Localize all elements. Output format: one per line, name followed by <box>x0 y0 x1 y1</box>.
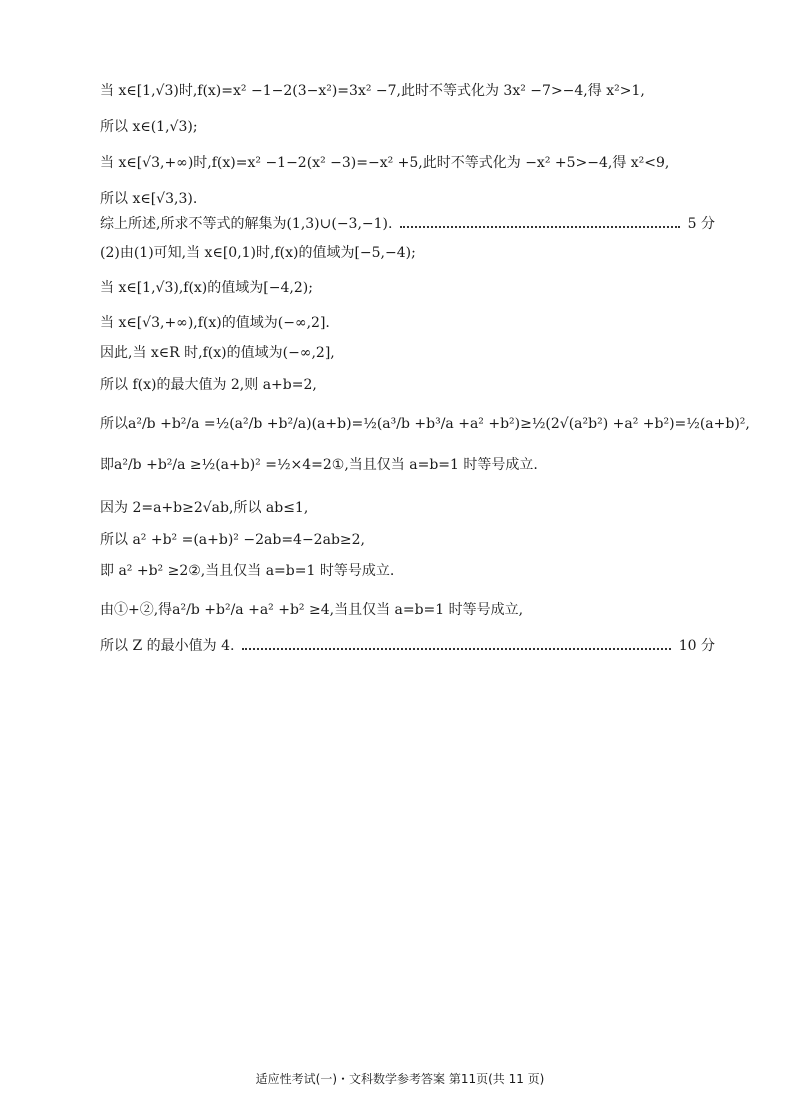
conclusion-text-part2: 所以 Z 的最小值为 4. <box>100 638 235 654</box>
conclusion-text-part1: 综上所述,所求不等式的解集为(1,3)∪(−3,−1). <box>100 216 393 232</box>
text-line-2: 所以 x∈(1,√3); <box>100 119 198 135</box>
text-line-10: 所以 f(x)的最大值为 2,则 a+b=2, <box>100 377 317 393</box>
text-line-14: 所以 a² +b² =(a+b)² −2ab=4−2ab≥2, <box>100 532 365 548</box>
text-line-12: 即a²/b +b²/a ≥½(a+b)² =½×4=2①,当且仅当 a=b=1 时等号成立. <box>100 457 538 473</box>
score-part1: 5 分 <box>687 216 715 232</box>
text-line-1: 当 x∈[1,√3)时,f(x)=x² −1−2(3−x²)=3x² −7,此时不等式化为 3x² −7>−4,得 x²>1, <box>100 83 645 99</box>
text-line-6: (2)由(1)可知,当 x∈[0,1)时,f(x)的值域为[−5,−4); <box>100 245 416 261</box>
page-footer: 适应性考试(一)・文科数学参考答案 第11页(共 11 页) <box>255 1072 545 1086</box>
text-line-11: 所以a²/b +b²/a =½(a²/b +b²/a)(a+b)=½(a³/b +b³/a +a² +b²)≥½(2√(a²b²) +a² +b²)=½(a+b)², <box>100 416 750 432</box>
text-line-9: 因此,当 x∈R 时,f(x)的值域为(−∞,2], <box>100 345 335 361</box>
dot-leader <box>242 648 670 650</box>
text-line-16: 由①+②,得a²/b +b²/a +a² +b² ≥4,当且仅当 a=b=1 时等号成立, <box>100 602 524 618</box>
text-line-13: 因为 2=a+b≥2√ab,所以 ab≤1, <box>100 500 309 516</box>
dot-leader <box>400 226 679 228</box>
text-line-3: 当 x∈[√3,+∞)时,f(x)=x² −1−2(x² −3)=−x² +5,此时不等式化为 −x² +5>−4,得 x²<9, <box>100 155 670 171</box>
text-line-7: 当 x∈[1,√3),f(x)的值域为[−4,2); <box>100 280 313 296</box>
text-line-4: 所以 x∈[√3,3). <box>100 191 198 207</box>
conclusion-line-part1 <box>100 214 715 234</box>
text-line-8: 当 x∈[√3,+∞),f(x)的值域为(−∞,2]. <box>100 315 330 331</box>
conclusion-line-part2 <box>100 636 715 656</box>
score-part2: 10 分 <box>678 638 715 654</box>
text-line-15: 即 a² +b² ≥2②,当且仅当 a=b=1 时等号成立. <box>100 563 395 579</box>
